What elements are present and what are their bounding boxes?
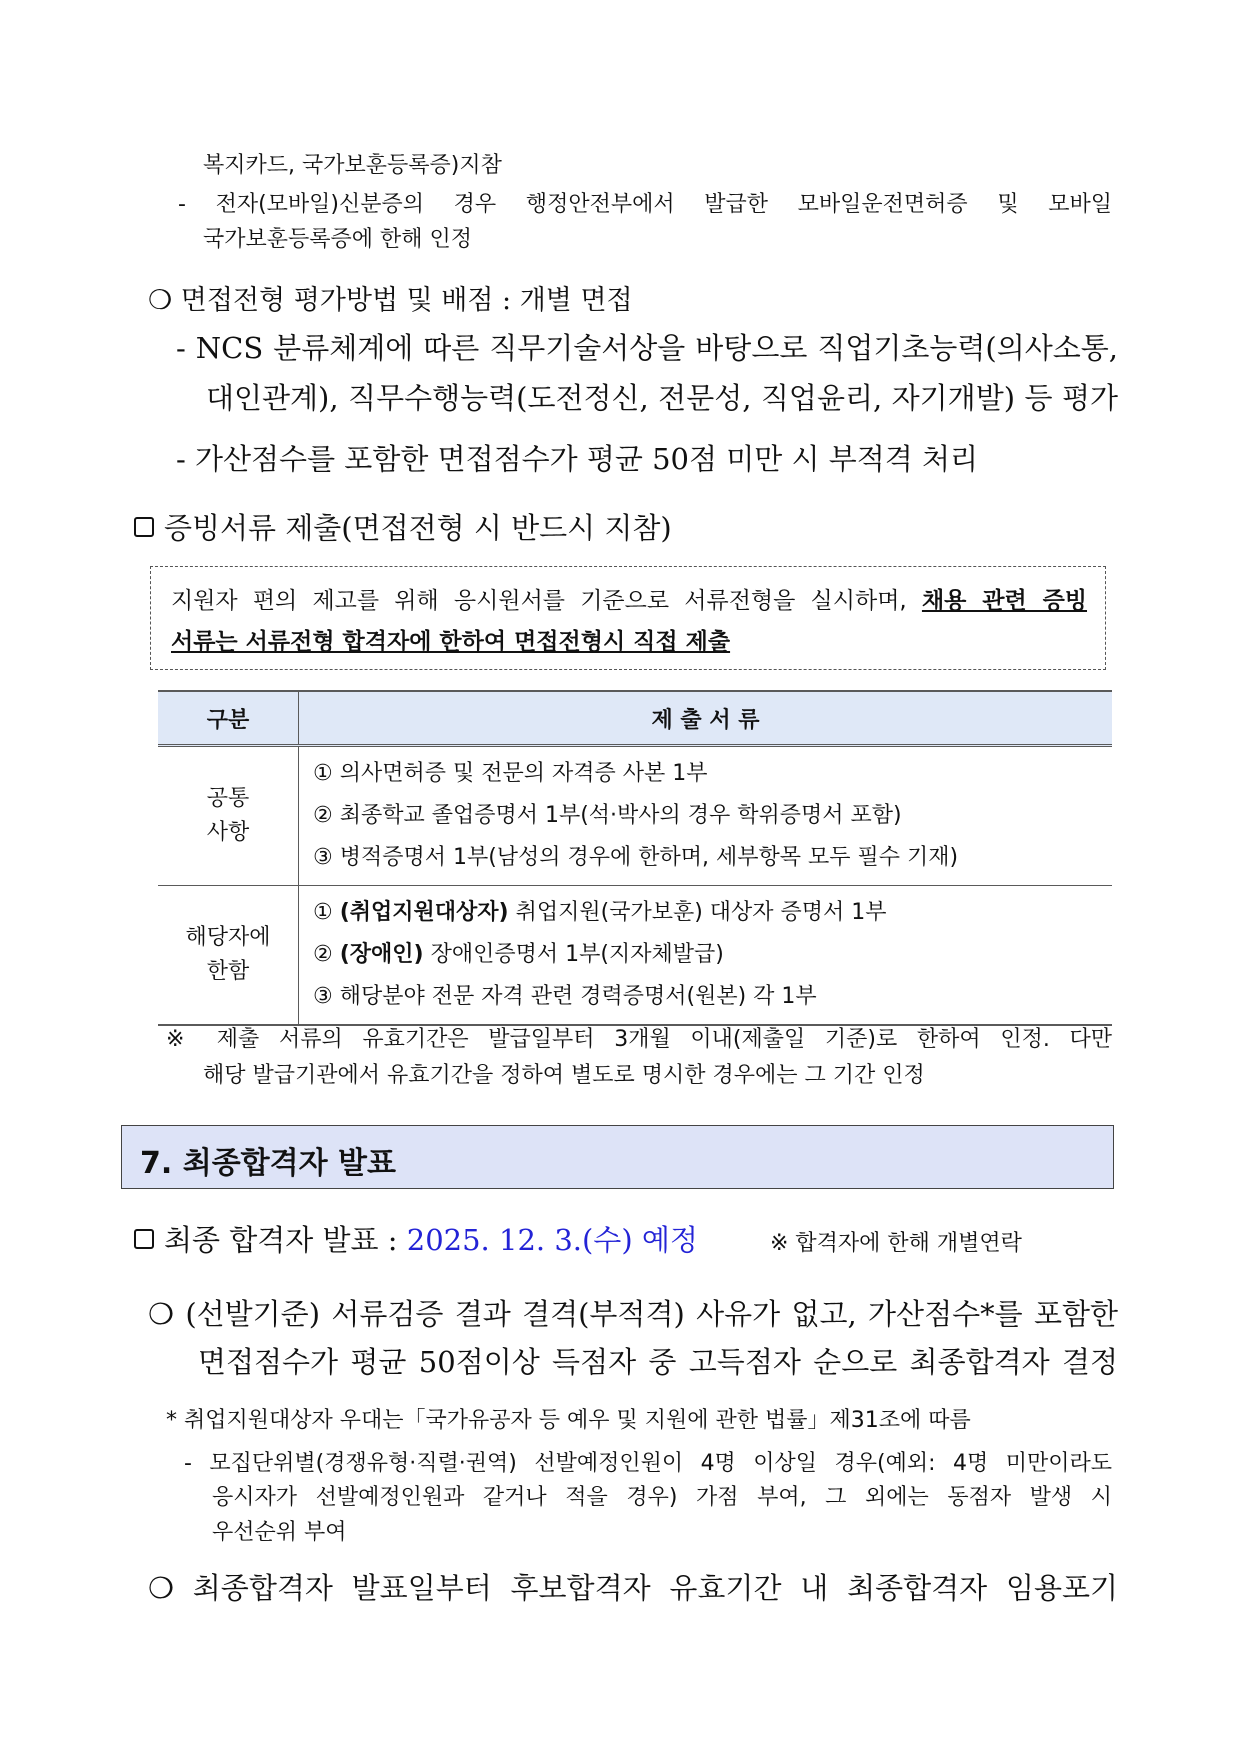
item-number: ② xyxy=(313,942,333,967)
proof-heading-text: 증빙서류 제출(면접전형 시 반드시 지참) xyxy=(164,511,672,545)
unit-line-1: - 모집단위별(경쟁유형·직렬·권역) 선발예정인원이 4명 이상일 경우(예외: 4명 미만이라도 xyxy=(184,1451,1112,1476)
category-applicable-line-2: 한함 xyxy=(206,959,250,984)
list-item xyxy=(313,976,1112,1018)
validity-note-line-2: 해당 발급기관에서 유효기간을 정하여 별도로 명시한 경우에는 그 기간 인정 xyxy=(203,1063,925,1088)
item-bold-label: (장애인) xyxy=(339,942,424,967)
category-applicable-line-1: 해당자에 xyxy=(185,925,271,950)
ncs-line-1: - NCS 분류체계에 따른 직무기술서상을 바탕으로 직업기초능력(의사소통, xyxy=(176,331,1118,365)
notice-plain-text: 지원자 편의 제고를 위해 응시원서를 기준으로 서류전형을 실시하며, xyxy=(171,588,907,614)
table-row xyxy=(158,886,1112,1026)
interview-heading: ❍ 면접전형 평가방법 및 배점 : 개별 면접 xyxy=(148,285,633,316)
criteria-line-1: ❍ (선발기준) 서류검증 결과 결격(부적격) 사유가 없고, 가산점수*를 포함한 xyxy=(148,1297,1118,1331)
announcement-line xyxy=(134,1218,698,1259)
announcement-label: 최종 합격자 발표 : xyxy=(164,1223,398,1257)
notice-box xyxy=(150,566,1106,670)
table-row xyxy=(158,746,1112,886)
section-7-title: 7. 최종합격자 발표 xyxy=(140,1146,397,1181)
category-common xyxy=(158,746,299,886)
ncs-line-2: 대인관계), 직무수행능력(도전정신, 전문성, 직업윤리, 자기개발) 등 평가 xyxy=(206,381,1118,415)
item-number: ① xyxy=(313,900,333,925)
item-text: 취업지원(국가보훈) 대상자 증명서 1부 xyxy=(515,900,887,925)
bonus-score-line: - 가산점수를 포함한 면접점수가 평균 50점 미만 시 부적격 처리 xyxy=(176,442,979,476)
unit-line-3: 우선순위 부여 xyxy=(212,1520,347,1545)
preference-footnote: * 취업지원대상자 우대는「국가유공자 등 예우 및 지원에 관한 법률」제31조에 따름 xyxy=(166,1408,971,1433)
criteria-line-2: 면접점수가 평균 50점이상 득점자 중 고득점자 순으로 최종합격자 결정 xyxy=(198,1345,1118,1379)
list-item: ② 최종학교 졸업증명서 1부(석·박사의 경우 학위증명서 포함) xyxy=(313,803,902,828)
notice-underlined-1: 채용 관련 증빙 xyxy=(921,588,1088,614)
unit-line-2: 응시자가 선발예정인원과 같거나 적을 경우) 가점 부여, 그 외에는 동점자 발생 시 xyxy=(212,1485,1112,1510)
list-item xyxy=(313,934,1112,976)
category-common-line-1: 공통 xyxy=(206,786,250,811)
common-items xyxy=(299,746,1113,886)
proof-heading xyxy=(134,506,672,547)
final-appointment-line: ❍ 최종합격자 발표일부터 후보합격자 유효기간 내 최종합격자 임용포기 xyxy=(148,1571,1118,1605)
documents-table xyxy=(158,690,1112,1026)
col-header-category: 구분 xyxy=(158,691,299,746)
list-item: ① 의사면허증 및 전문의 자격증 사본 1부 xyxy=(313,761,708,786)
mobile-id-line-2: 국가보훈등록증에 한해 인정 xyxy=(203,227,473,252)
section-7-header xyxy=(121,1125,1114,1189)
table-header-row xyxy=(158,691,1112,746)
item-text: 장애인증명서 1부(지자체발급) xyxy=(430,942,724,967)
col-header-documents: 제 출 서 류 xyxy=(299,691,1113,746)
applicable-items xyxy=(299,886,1113,1026)
item-number: ③ xyxy=(313,984,333,1009)
checkbox-square-icon xyxy=(134,1229,154,1249)
item-text: 해당분야 전문 자격 관련 경력증명서(원본) 각 1부 xyxy=(339,984,817,1009)
list-item: ③ 병적증명서 1부(남성의 경우에 한하며, 세부항목 모두 필수 기재) xyxy=(313,845,959,870)
item-bold-label: (취업지원대상자) xyxy=(339,900,509,925)
announcement-date: 2025. 12. 3.(수) 예정 xyxy=(406,1223,698,1257)
mobile-id-line-1: - 전자(모바일)신분증의 경우 행정안전부에서 발급한 모바일운전면허증 및 모바일 xyxy=(178,192,1112,217)
category-applicable xyxy=(158,886,299,1026)
notice-line-1 xyxy=(171,582,1087,615)
announcement-note: ※ 합격자에 한해 개별연락 xyxy=(770,1231,1022,1256)
validity-note-line-1: ※ 제출 서류의 유효기간은 발급일부터 3개월 이내(제출일 기준)로 한하여 인정. 다만 xyxy=(166,1027,1112,1052)
checkbox-square-icon xyxy=(134,517,154,537)
notice-line-2 xyxy=(171,623,1087,656)
category-common-line-2: 사항 xyxy=(206,820,250,845)
id-list-continuation: 복지카드, 국가보훈등록증)지참 xyxy=(203,153,502,178)
list-item xyxy=(313,892,1112,934)
notice-underlined-2: 서류는 서류전형 합격자에 한하여 면접전형시 직접 제출 xyxy=(171,629,731,655)
